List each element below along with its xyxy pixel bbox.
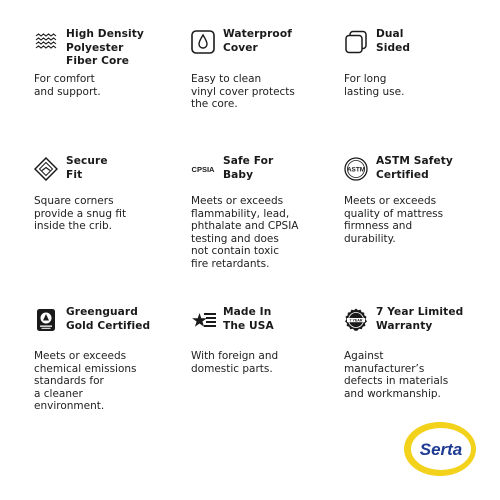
dual-sided-icon [344,30,368,54]
cpsia-icon-text: CPSIA [191,165,215,174]
feature-description: Against manufacturer’s defects in materials and workmanship. [344,350,449,400]
warranty-seal-text: 7 YEAR [349,318,363,323]
greenguard-icon [34,308,58,332]
feature-description: Easy to clean vinyl cover protects the core. [191,73,295,111]
feature-title: 7 Year Limited Warranty [376,306,464,332]
feature-title: Secure Fit [66,155,108,181]
feature-title: High Density Polyester Fiber Core [66,28,144,68]
astm-icon [344,157,368,181]
feature-description: For long lasting use. [344,73,405,98]
feature-title: Safe For Baby [223,155,274,181]
feature-description: Meets or exceeds chemical emissions standards for a cleaner environment. [34,350,137,413]
feature-title: ASTM Safety Certified [376,155,453,181]
serta-logo [402,420,478,478]
feature-title: Made In The USA [223,306,274,332]
cpsia-icon [189,157,217,181]
feature-title: Greenguard Gold Certified [66,306,151,332]
water-drop-icon [191,30,215,54]
serta-logo-text: Serta [419,440,463,459]
feature-description: Meets or exceeds flammability, lead, phthalate and CPSIA testing and does not contain toxic fire retardants. [191,195,299,270]
warranty-seal-icon [344,308,368,332]
secure-fit-icon [34,157,58,181]
feature-title: Dual Sided [376,28,411,54]
feature-description: With foreign and domestic parts. [191,350,279,375]
us-flag-icon [189,308,217,332]
feature-description: For comfort and support. [34,73,101,98]
waves-icon [34,30,58,54]
feature-title: Waterproof Cover [223,28,292,54]
feature-description: Square corners provide a snug fit inside the crib. [34,195,127,233]
feature-description: Meets or exceeds quality of mattress firmness and durability. [344,195,444,245]
astm-icon-text: ASTM [346,166,366,174]
